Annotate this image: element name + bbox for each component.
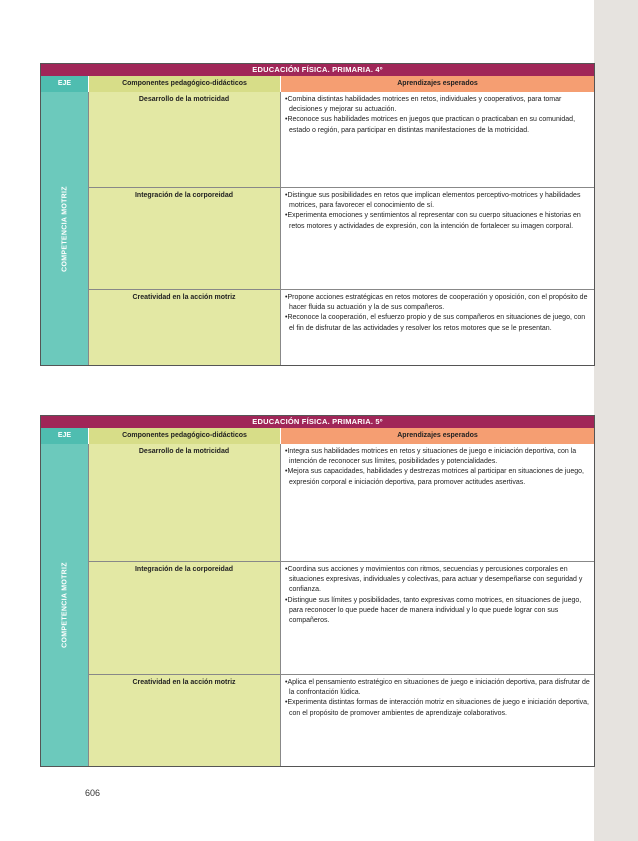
page-number: 606 xyxy=(85,788,101,798)
components-column xyxy=(88,92,280,365)
learning-cell xyxy=(280,188,594,289)
component-cell: Creatividad en la acción motriz xyxy=(132,294,236,301)
header-aprendizajes: Aprendizajes esperados xyxy=(280,76,594,92)
learning-item: •Reconoce sus habilidades motrices en juegos que practican o practicaban en su comunidad, estado o región, para participar en distintas manifestaciones de la motricidad. xyxy=(285,116,576,134)
component-cell: Creatividad en la acción motriz xyxy=(132,679,236,686)
margin-band xyxy=(594,0,638,841)
learning-cell xyxy=(280,444,594,561)
learning-item: •Reconoce la cooperación, el esfuerzo propio y de sus compañeros en situaciones de juego, con el fin de disfrutar de las actividades y resolver los retos motores que se le presentan. xyxy=(285,314,586,332)
learning-cell xyxy=(280,92,594,187)
learning-cell xyxy=(280,562,594,674)
eje-label: COMPETENCIA MOTRIZ xyxy=(61,562,68,648)
header-componentes: Componentes pedagógico-didácticos xyxy=(88,76,280,92)
components-column xyxy=(88,444,280,766)
learning-item: •Experimenta emociones y sentimientos al representar con su cuerpo situaciones e historias en retos motores y actividades de expresión, con la intención de fortalecer su imagen corporal. xyxy=(285,212,581,230)
component-cell: Integración de la corporeidad xyxy=(134,192,234,199)
header-componentes: Componentes pedagógico-didácticos xyxy=(88,428,280,444)
learning-item: •Aplica el pensamiento estratégico en situaciones de juego e iniciación deportiva, para disfrutar de la confrontación lúdica. xyxy=(285,679,590,697)
component-cell: Desarrollo de la motricidad xyxy=(138,96,230,103)
learning-item: •Propone acciones estratégicas en retos motores de cooperación y oposición, con el propósito de hacer fluida su actuación y la de sus compañeros. xyxy=(285,294,588,312)
learning-cell xyxy=(280,290,594,365)
component-cell: Desarrollo de la motricidad xyxy=(138,448,230,455)
learning-item: •Distingue sus límites y posibilidades, tanto expresivas como motrices, en situaciones de juego, para reconocer lo que puede hacer de manera individual y lo que puede lograr con sus compañeros. xyxy=(285,596,582,625)
header-eje: EJE xyxy=(41,76,88,92)
learning-item: •Experimenta distintas formas de interacción motriz en situaciones de juego e iniciación deportiva, con el propósito de promover ambientes de aprendizaje colaborativos. xyxy=(285,699,589,717)
table-title: EDUCACIÓN FÍSICA. PRIMARIA. 5º xyxy=(41,416,594,428)
header-aprendizajes: Aprendizajes esperados xyxy=(280,428,594,444)
learning-item: •Coordina sus acciones y movimientos con ritmos, secuencias y percusiones corporales en situaciones expresivas, individuales y colectivas, para actuar y desempeñarse con seguridad y confianza. xyxy=(285,566,583,594)
header-eje: EJE xyxy=(41,428,88,444)
learning-item: •Mejora sus capacidades, habilidades y destrezas motrices al participar en situaciones de juego, expresión corporal e iniciación deportiva, para promover actitudes asertivas. xyxy=(285,468,584,486)
learning-cell xyxy=(280,675,594,766)
learning-item: •Integra sus habilidades motrices en retos y situaciones de juego e iniciación deportiva, con la intención de reconocer sus límites, posibilidades y potencialidades. xyxy=(285,448,577,466)
table-5th-grade xyxy=(40,415,595,767)
eje-label: COMPETENCIA MOTRIZ xyxy=(61,185,68,272)
learning-item: •Distingue sus posibilidades en retos que implican elementos perceptivo-motrices y habilidades motrices, para favorecer el conocimiento de sí. xyxy=(285,192,581,210)
table-title: EDUCACIÓN FÍSICA. PRIMARIA. 4º xyxy=(41,64,594,76)
eje-column xyxy=(41,92,88,365)
table-4th-grade xyxy=(40,63,595,366)
eje-column xyxy=(41,444,88,766)
component-cell: Integración de la corporeidad xyxy=(134,566,234,573)
learning-item: •Combina distintas habilidades motrices en retos, individuales y cooperativos, para tomar decisiones y mejorar su actuación. xyxy=(285,96,562,114)
